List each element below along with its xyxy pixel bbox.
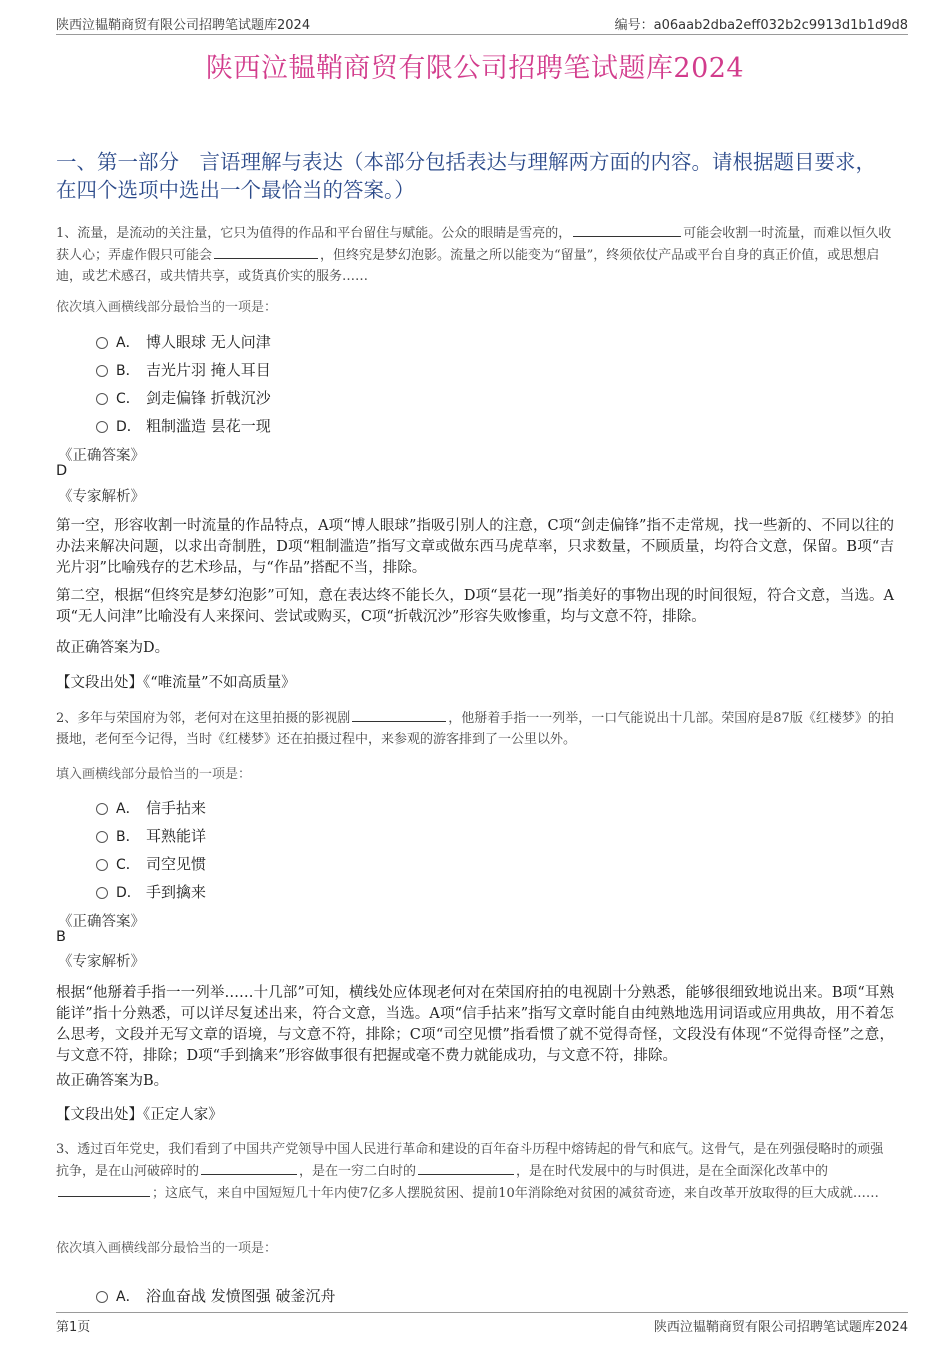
analysis-paragraph: 根据“他掰着手指一一列举……十几部”可知，横线处应体现老何对在荣国府拍的电视剧十分熟悉，能够很细致地说出来。B项“耳熟能详”指十分熟悉，可以详尽复述出来，符合文意，当选。A项“信手拈来”指写文章时能自由纯熟地选用词语或应用典故，用不着怎么思考，文段并无写文章的语境，与文意不符，排除；C项“司空见惯”指看惯了就不觉得奇怪，文段没有体现“不觉得奇怪”之意，与文意不符，排除；D项“手到擒来”形容做事很有把握或毫不费力就能成功，与文意不符，排除。: [56, 985, 894, 1064]
page-header: [56, 12, 908, 35]
answer-value: D: [56, 463, 68, 479]
header-doc-id: 编号：a06aab2dba2eff032b2c9913d1b1d9d8: [614, 18, 908, 33]
question-3-text: [56, 1139, 896, 1204]
answer-blank: [352, 707, 446, 722]
question-2-part: 2、多年与荣国府为邻，老何对在这里拍摄的影视剧: [56, 711, 351, 726]
question-2-option-a[interactable]: A． 信手拈来: [96, 797, 206, 818]
question-2-option-d[interactable]: D． 手到擒来: [96, 881, 206, 902]
section-heading: 一、第一部分 言语理解与表达（本部分包括表达与理解两方面的内容。请根据题目要求，在四个选项中选出一个最恰当的答案。）: [56, 150, 876, 202]
radio-icon[interactable]: [96, 337, 108, 349]
header-doc-title: 陕西泣韫鞘商贸有限公司招聘笔试题库2024: [56, 18, 311, 33]
radio-icon[interactable]: [96, 393, 108, 405]
question-2-text: [56, 707, 896, 750]
answer-blank: [58, 1182, 150, 1197]
radio-icon[interactable]: [96, 859, 108, 871]
page-footer: [56, 1312, 908, 1335]
answer-value: B: [56, 929, 66, 945]
page-number: 第1页: [56, 1320, 91, 1335]
analysis-conclusion: 故正确答案为D。: [56, 640, 170, 656]
question-2-part: ，他掰着手指一一列举，一口气能说出十几部。荣国府是87版《红楼梦》的拍摄地，老何至今记得，当时《红楼梦》还在拍摄过程中，来参观的游客排到了一公里以外。: [56, 711, 894, 747]
radio-icon[interactable]: [96, 831, 108, 843]
analysis-label: 《专家解析》: [58, 954, 145, 970]
answer-blank: [214, 244, 318, 259]
question-1-part: 可能会收割一时流量，而难以恒久收获人心；弄虚作假只可能会: [56, 226, 892, 263]
question-1-option-c[interactable]: C． 剑走偏锋 折戟沉沙: [96, 387, 271, 408]
question-2-prompt: 填入画横线部分最恰当的一项是：: [56, 767, 252, 782]
answer-label: 《正确答案》: [58, 914, 145, 930]
answer-label: 《正确答案》: [58, 448, 145, 464]
analysis-paragraph: 第二空，根据“但终究是梦幻泡影”可知，意在表达终不能长久，D项“昙花一现”指美好的事物出现的时间很短，符合文意，当选。A项“无人问津”比喻没有人来探问、尝试或购买，C项“折戟沉沙”形容失败惨重，均与文意不符，排除。: [56, 588, 894, 625]
question-1-option-d[interactable]: D． 粗制滥造 昙花一现: [96, 415, 271, 436]
page-title: 陕西泣韫鞘商贸有限公司招聘笔试题库2024: [205, 53, 745, 84]
answer-blank: [573, 222, 681, 237]
question-3-part: 3、透过百年党史，我们看到了中国共产党领导中国人民进行革命和建设的百年奋斗历程中熔铸起的骨气和底气。这骨气，是在列强侵略时的顽强抗争，是在山河破碎时的: [56, 1142, 884, 1179]
analysis-paragraph: 第一空，形容收割一时流量的作品特点，A项“博人眼球”指吸引别人的注意，C项“剑走偏锋”指不走常规，找一些新的、不同以往的办法来解决问题，以求出奇制胜，D项“粗制滥造”指写文章或做东西马虎草率，只求数量，不顾质量，均符合文意，保留。B项“吉光片羽”比喻残存的艺术珍品，与“作品”搭配不当，排除。: [56, 518, 894, 576]
source-citation: 【文段出处】《“唯流量”不如高质量》: [56, 675, 296, 691]
question-1-option-b[interactable]: B． 吉光片羽 掩人耳目: [96, 359, 271, 380]
question-1-prompt: 依次填入画横线部分最恰当的一项是：: [56, 300, 278, 315]
question-3-part: ；这底气，来自中国短短几十年内使7亿多人摆脱贫困、提前10年消除绝对贫困的减贫奇迹，来自改革开放取得的巨大成就……: [152, 1186, 879, 1201]
question-1-part: 1、流量，是流动的关注量，它只为值得的作品和平台留住与赋能。公众的眼睛是雪亮的，: [56, 226, 572, 241]
question-3-part: ，是在一穷二白时的: [299, 1164, 417, 1179]
question-2-option-b[interactable]: B． 耳熟能详: [96, 825, 206, 846]
radio-icon[interactable]: [96, 803, 108, 815]
question-2-option-c[interactable]: C． 司空见惯: [96, 853, 206, 874]
footer-doc-title: 陕西泣韫鞘商贸有限公司招聘笔试题库2024: [653, 1320, 908, 1335]
radio-icon[interactable]: [96, 887, 108, 899]
question-1-part: ，但终究是梦幻泡影。流量之所以能变为“留量”，终须依仗产品或平台自身的真正价值，或思想启迪，或艺术感召，或共情共享，或货真价实的服务……: [56, 248, 880, 284]
question-1-option-a[interactable]: A． 博人眼球 无人问津: [96, 331, 271, 352]
question-3-prompt: 依次填入画横线部分最恰当的一项是：: [56, 1241, 278, 1256]
analysis-conclusion: 故正确答案为B。: [56, 1073, 169, 1089]
radio-icon[interactable]: [96, 1291, 108, 1303]
source-citation: 【文段出处】《正定人家》: [56, 1107, 223, 1123]
question-1-text: [56, 222, 896, 287]
answer-blank: [418, 1160, 514, 1175]
radio-icon[interactable]: [96, 365, 108, 377]
analysis-label: 《专家解析》: [58, 489, 145, 505]
question-3-part: ，是在时代发展中的与时俱进，是在全面深化改革中的: [516, 1164, 829, 1179]
answer-blank: [201, 1160, 297, 1175]
question-3-option-a[interactable]: A． 浴血奋战 发愤图强 破釜沉舟: [96, 1285, 336, 1306]
radio-icon[interactable]: [96, 421, 108, 433]
